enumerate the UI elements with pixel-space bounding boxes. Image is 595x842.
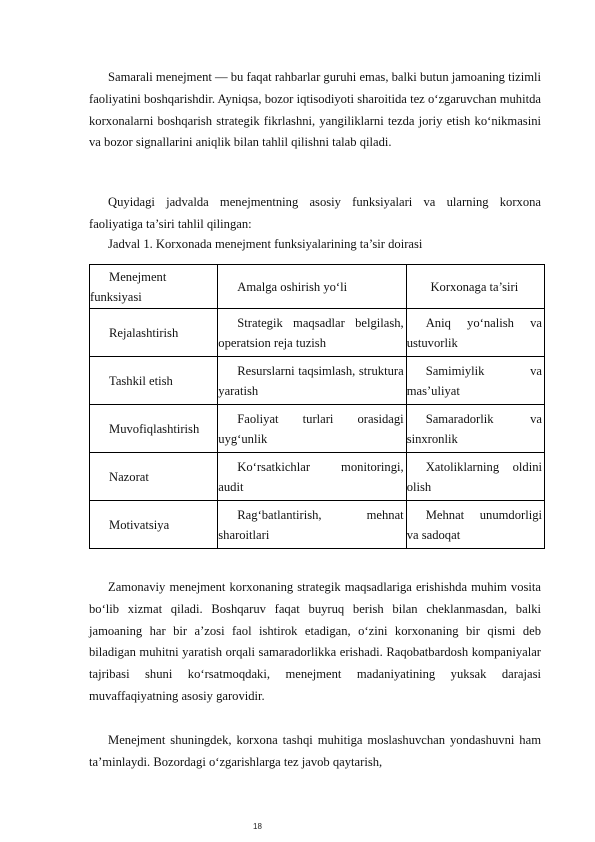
table-cell: Aniq yo‘nalish va ustuvorlik [406, 309, 544, 357]
header-cell-impact: Korxonaga ta’siri [406, 265, 544, 309]
table-row [90, 405, 545, 453]
table-row [90, 453, 545, 501]
table-cell: Ko‘rsatkichlar monitoringi, audit [218, 453, 406, 501]
table-row [90, 357, 545, 405]
paragraph-1: Samarali menejment — bu faqat rahbarlar guruhi emas, balki butun jamoaning tizimli faoliyatini boshqarishdir. Ayniqsa, bozor iqtisodiyoti sharoitida tez o‘zgaruvchan muhitda korxonalarni boshqarish strategik fikrlashni, yangiliklarni tezda joriy etish ko‘nikmasini va bozor signallarini aniqlik bilan tahlil qilishni talab qiladi. [89, 70, 541, 150]
table-cell: Motivatsiya [90, 501, 218, 549]
table-cell: Samimiylik va mas’uliyat [406, 357, 544, 405]
header-cell-function: Menejment funksiyasi [90, 265, 218, 309]
table-cell: Nazorat [90, 453, 218, 501]
header-cell-method: Amalga oshirish yo‘li [218, 265, 406, 309]
paragraph-4: Menejment shuningdek, korxona tashqi muhitiga moslashuvchan yondashuvni ham ta’minlaydi. Bozordagi o‘zgarishlarga tez javob qaytarish, [89, 733, 541, 769]
paragraph-2: Quyidagi jadvalda menejmentning asosiy funksiyalari va ularning korxona faoliyatiga ta’siri tahlil qilingan: [89, 195, 541, 231]
table-cell: Samaradorlik va sinxronlik [406, 405, 544, 453]
table-cell: Xatoliklarning oldini olish [406, 453, 544, 501]
table-cell: Rejalashtirish [90, 309, 218, 357]
functions-table [89, 264, 545, 549]
table-row [90, 309, 545, 357]
table-cell: Resurslarni taqsimlash, struktura yaratish [218, 357, 406, 405]
table-cell: Faoliyat turlari orasidagi uyg‘unlik [218, 405, 406, 453]
table-cell: Strategik maqsadlar belgilash, operatsion reja tuzish [218, 309, 406, 357]
table-caption: Jadval 1. Korxonada menejment funksiyalarining ta’sir doirasi [108, 237, 423, 251]
table-cell: Tashkil etish [90, 357, 218, 405]
table-row [90, 501, 545, 549]
table-cell: Mehnat unumdorligi va sadoqat [406, 501, 544, 549]
paragraph-3: Zamonaviy menejment korxonaning strategik maqsadlariga erishishda muhim vosita bo‘lib xizmat qiladi. Boshqaruv faqat buyruq berish bilan cheklanmasdan, balki jamoaning har bir a’zosi faol ishtirok etadigan, o‘zini korxonaning bir qismi deb biladigan muhitni yaratish orqali samaradorlikka erishadi. Raqobatbardosh kompaniyalar tajribasi shuni ko‘rsatmoqdaki, menejment madaniyatining yuksak darajasi muvaffaqiyatning asosiy garovidir. [89, 580, 541, 703]
table-header-row [90, 265, 545, 309]
table-cell: Muvofiqlashtirish [90, 405, 218, 453]
page-number: 18 [253, 822, 262, 831]
table-cell: Rag‘batlantirish, mehnat sharoitlari [218, 501, 406, 549]
